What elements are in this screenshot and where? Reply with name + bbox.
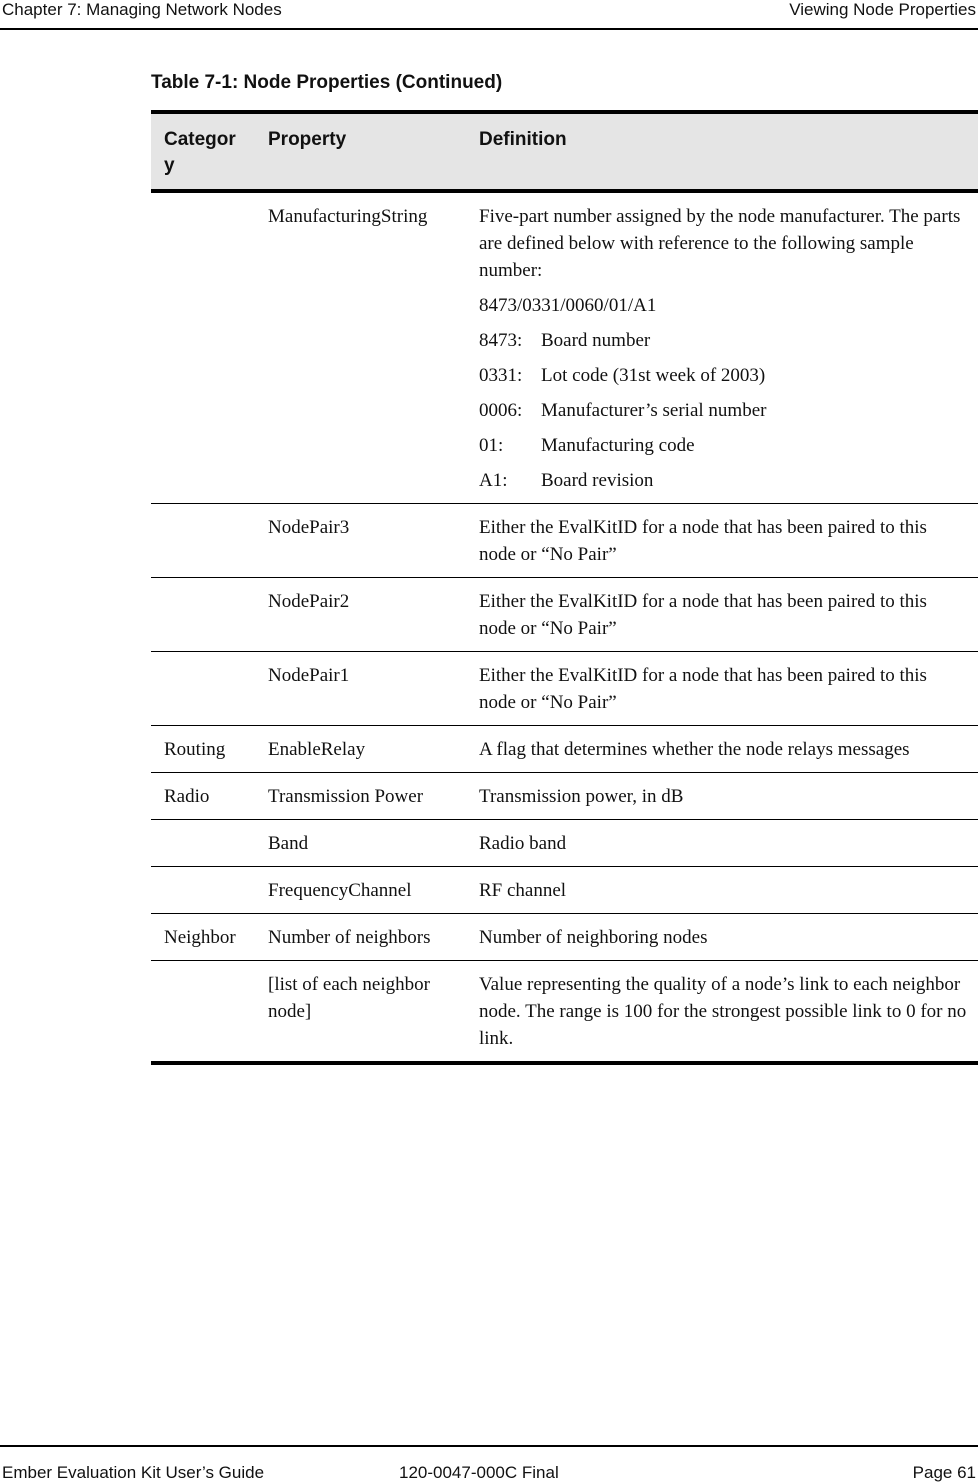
- table-row: [151, 914, 978, 961]
- sample-number: 8473/0331/0060/01/A1: [479, 295, 657, 316]
- part-item: [479, 397, 968, 424]
- category-cell: [151, 578, 255, 652]
- category-cell: Routing: [151, 726, 255, 773]
- table-row: [151, 867, 978, 914]
- part-code: 01:: [479, 435, 504, 456]
- definition-cell: RF channel: [466, 867, 978, 914]
- table-row: [151, 504, 978, 578]
- property-cell: NodePair2: [255, 578, 466, 652]
- property-cell: Transmission Power: [255, 773, 466, 820]
- definition-cell: Number of neighboring nodes: [466, 914, 978, 961]
- category-cell: [151, 961, 255, 1064]
- part-item: [479, 362, 968, 389]
- page-number: Page 61: [912, 1463, 976, 1482]
- part-item: [479, 432, 968, 459]
- column-header-category: Category: [151, 112, 255, 191]
- part-description: Manufacturing code: [541, 435, 695, 456]
- category-cell: [151, 191, 255, 504]
- definition-text: Five-part number assigned by the node manufacturer. The parts are defined below with reference to the following sample number:: [479, 206, 961, 281]
- part-item: [479, 327, 968, 354]
- definition-cell: Radio band: [466, 820, 978, 867]
- table-header-row: [151, 112, 978, 191]
- category-cell: [151, 504, 255, 578]
- property-cell: NodePair3: [255, 504, 466, 578]
- category-cell: [151, 867, 255, 914]
- table-caption: Table 7-1: Node Properties (Continued): [151, 72, 503, 93]
- part-list: [479, 327, 968, 494]
- property-cell: EnableRelay: [255, 726, 466, 773]
- definition-cell: [466, 191, 978, 504]
- part-code: A1:: [479, 470, 508, 491]
- part-description: Board number: [541, 330, 651, 351]
- table-row: [151, 820, 978, 867]
- part-description: Board revision: [541, 470, 654, 491]
- part-code: 0331:: [479, 365, 523, 386]
- definition-cell: A flag that determines whether the node relays messages: [466, 726, 978, 773]
- table-row: [151, 726, 978, 773]
- part-code: 0006:: [479, 400, 523, 421]
- definition-cell: Either the EvalKitID for a node that has been paired to this node or “No Pair”: [466, 578, 978, 652]
- property-cell: FrequencyChannel: [255, 867, 466, 914]
- definition-cell: Transmission power, in dB: [466, 773, 978, 820]
- category-cell: Radio: [151, 773, 255, 820]
- table-row: [151, 191, 978, 504]
- column-header-definition: Definition: [466, 112, 978, 191]
- column-header-property: Property: [255, 112, 466, 191]
- document-title: Ember Evaluation Kit User’s Guide: [2, 1463, 265, 1482]
- definition-cell: Either the EvalKitID for a node that has been paired to this node or “No Pair”: [466, 652, 978, 726]
- property-cell: [list of each neighbor node]: [255, 961, 466, 1064]
- property-cell: NodePair1: [255, 652, 466, 726]
- part-description: Manufacturer’s serial number: [541, 400, 767, 421]
- chapter-title: Chapter 7: Managing Network Nodes: [2, 0, 282, 19]
- table-row: [151, 652, 978, 726]
- document-number: 120-0047-000C Final: [399, 1463, 559, 1482]
- part-item: [479, 467, 968, 494]
- part-code: 8473:: [479, 330, 523, 351]
- node-properties-table: [151, 110, 978, 1065]
- table-row: [151, 578, 978, 652]
- table-row: [151, 773, 978, 820]
- definition-cell: Either the EvalKitID for a node that has been paired to this node or “No Pair”: [466, 504, 978, 578]
- page-header: [0, 0, 978, 30]
- page-footer: [0, 1445, 978, 1483]
- section-title: Viewing Node Properties: [789, 0, 976, 19]
- category-cell: [151, 652, 255, 726]
- category-cell: [151, 820, 255, 867]
- property-cell: ManufacturingString: [268, 206, 428, 227]
- property-cell: Band: [255, 820, 466, 867]
- category-cell: Neighbor: [151, 914, 255, 961]
- table-row: [151, 961, 978, 1064]
- definition-cell: Value representing the quality of a node’s link to each neighbor node. The range is 100 for the strongest possible link to 0 for no link.: [466, 961, 978, 1064]
- property-cell: Number of neighbors: [255, 914, 466, 961]
- part-description: Lot code (31st week of 2003): [541, 365, 766, 386]
